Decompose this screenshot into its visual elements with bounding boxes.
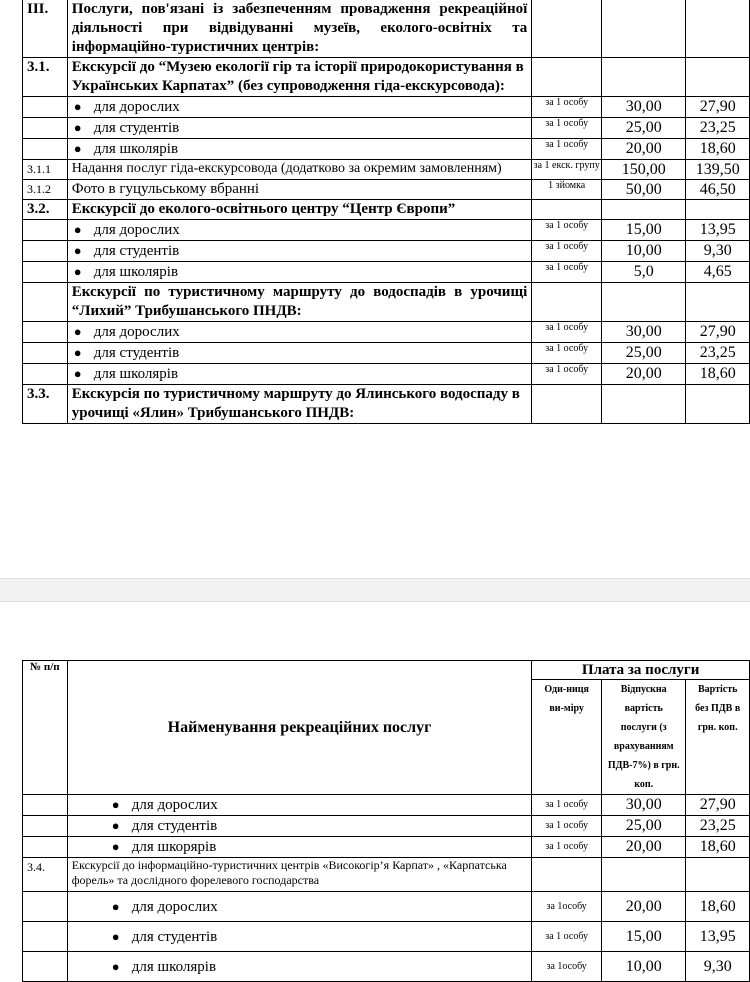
- bullet-icon: ●: [73, 222, 82, 237]
- price-vat-cell: 10,00: [602, 241, 686, 262]
- group-number: 3.1.: [23, 58, 68, 97]
- unit-cell: за 1особу: [532, 892, 602, 922]
- price-vat-cell: 15,00: [602, 922, 686, 952]
- row-label: Фото в гуцульському вбранні: [67, 180, 532, 200]
- table-row: [23, 97, 750, 118]
- price-vat-cell: 10,00: [602, 952, 686, 982]
- price-vat-cell: 20,00: [602, 837, 686, 858]
- bullet-icon: ●: [73, 99, 82, 114]
- row-label: для студентів: [93, 243, 180, 259]
- services-table-page1: [22, 0, 750, 424]
- table-row: [23, 262, 750, 283]
- price-novat-cell: 23,25: [686, 343, 750, 364]
- price-novat-cell: 46,50: [686, 180, 750, 200]
- price-novat-cell: 18,60: [686, 837, 750, 858]
- row-label: Надання послуг гіда-екскурсовода (додатково за окремим замовленням): [67, 160, 532, 180]
- header-unit: Оди-ниця ви-міру: [532, 680, 602, 795]
- price-vat-cell: 20,00: [602, 364, 686, 385]
- unit-cell: 1 зйомка: [532, 180, 602, 200]
- unit-cell: за 1 особу: [532, 922, 602, 952]
- price-vat-cell: 50,00: [602, 180, 686, 200]
- price-vat-cell: 20,00: [602, 139, 686, 160]
- price-vat-cell: 20,00: [602, 892, 686, 922]
- unit-cell: за 1 особу: [532, 97, 602, 118]
- group-number: 3.4.: [23, 858, 68, 892]
- group-row: [23, 385, 750, 424]
- group-number: 3.3.: [23, 385, 68, 424]
- price-novat-cell: 18,60: [686, 892, 750, 922]
- price-novat-cell: 23,25: [686, 816, 750, 837]
- header-price-novat: Вартість без ПДВ в грн. коп.: [686, 680, 750, 795]
- table-row: [23, 837, 750, 858]
- row-label: для школярів: [93, 366, 179, 382]
- row-label: для дорослих: [93, 324, 180, 340]
- services-table-page2: [22, 660, 750, 982]
- price-novat-cell: 13,95: [686, 922, 750, 952]
- group-row: [23, 200, 750, 220]
- price-novat-cell: 13,95: [686, 220, 750, 241]
- price-vat-cell: 150,00: [602, 160, 686, 180]
- bullet-icon: ●: [73, 345, 82, 360]
- bullet-icon: ●: [111, 818, 120, 833]
- bullet-icon: ●: [111, 797, 120, 812]
- bullet-icon: ●: [111, 928, 120, 944]
- price-vat-cell: 25,00: [602, 816, 686, 837]
- unit-cell: за 1 особу: [532, 118, 602, 139]
- group-title: Екскурсія по туристичному маршруту до Ялинського водоспаду в урочищі «Ялин» Трибушанського ПНДВ:: [67, 385, 532, 424]
- table-row: [23, 241, 750, 262]
- price-vat-cell: 15,00: [602, 220, 686, 241]
- table-row: [23, 180, 750, 200]
- price-novat-cell: 18,60: [686, 364, 750, 385]
- table-row: [23, 364, 750, 385]
- price-vat-cell: 30,00: [602, 795, 686, 816]
- row-label: для дорослих: [93, 99, 180, 115]
- unit-cell: за 1 особу: [532, 322, 602, 343]
- header-number: № п/п: [23, 661, 68, 795]
- group-title: Екскурсії до “Музею екології гір та історії природокористування в Українських Карпатах” (без супроводження гіда-екскурсовода):: [67, 58, 532, 97]
- unit-cell: за 1 особу: [532, 220, 602, 241]
- price-novat-cell: 139,50: [686, 160, 750, 180]
- header-price-vat: Відпускна вартість послуги (з врахуванням ПДВ-7%) в грн. коп.: [602, 680, 686, 795]
- row-label: для студентів: [93, 120, 180, 136]
- price-novat-cell: 23,25: [686, 118, 750, 139]
- row-label: для школярів: [93, 141, 179, 157]
- price-novat-cell: 9,30: [686, 952, 750, 982]
- table-row: [23, 160, 750, 180]
- row-label: для студентів: [93, 345, 180, 361]
- section-number: III.: [23, 0, 68, 58]
- group-title: Екскурсії до інформаційно-туристичних центрів «Високогір’я Карпат» , «Карпатська форель» та дослідного форелевого господарства: [67, 858, 532, 892]
- table-row: [23, 952, 750, 982]
- row-label: для дорослих: [131, 898, 218, 915]
- unit-cell: за 1 екск. групу: [532, 160, 602, 180]
- price-novat-cell: 27,90: [686, 795, 750, 816]
- row-label: для шкорярів: [131, 839, 217, 855]
- row-label: для студентів: [131, 818, 218, 834]
- price-novat-cell: 27,90: [686, 322, 750, 343]
- table-row: [23, 795, 750, 816]
- group-row: [23, 58, 750, 97]
- bullet-icon: ●: [73, 366, 82, 381]
- bullet-icon: ●: [111, 839, 120, 854]
- bullet-icon: ●: [73, 243, 82, 258]
- header-name: Найменування рекреаційних послуг: [67, 661, 532, 795]
- group-number: 3.2.: [23, 200, 68, 220]
- table-row: [23, 816, 750, 837]
- price-vat-cell: 30,00: [602, 322, 686, 343]
- unit-cell: за 1 особу: [532, 343, 602, 364]
- price-vat-cell: 25,00: [602, 343, 686, 364]
- unit-cell: за 1особу: [532, 952, 602, 982]
- unit-cell: за 1 особу: [532, 139, 602, 160]
- row-number: 3.1.1: [23, 160, 68, 180]
- page-break: [0, 578, 750, 602]
- row-label: для дорослих: [131, 797, 218, 813]
- group-row: [23, 858, 750, 892]
- table-row: [23, 139, 750, 160]
- unit-cell: за 1 особу: [532, 262, 602, 283]
- price-novat-cell: 27,90: [686, 97, 750, 118]
- bullet-icon: ●: [73, 264, 82, 279]
- price-novat-cell: 18,60: [686, 139, 750, 160]
- group-row: [23, 283, 750, 322]
- header-row: [23, 661, 750, 680]
- bullet-icon: ●: [111, 898, 120, 914]
- price-vat-cell: 25,00: [602, 118, 686, 139]
- price-novat-cell: 4,65: [686, 262, 750, 283]
- section-title: Послуги, пов'язані із забезпеченням провадження рекреаційної діяльності при відвідуванні музеїв, еколого-освітніх та інформаційно-туристичних центрів:: [67, 0, 532, 58]
- bullet-icon: ●: [111, 958, 120, 974]
- bullet-icon: ●: [73, 120, 82, 135]
- unit-cell: за 1 особу: [532, 837, 602, 858]
- group-title: Екскурсії до еколого-освітнього центру “Центр Європи”: [67, 200, 532, 220]
- table-row: [23, 118, 750, 139]
- header-fee: Плата за послуги: [532, 661, 750, 680]
- section-row: [23, 0, 750, 58]
- unit-cell: за 1 особу: [532, 795, 602, 816]
- table-row: [23, 892, 750, 922]
- price-vat-cell: 30,00: [602, 97, 686, 118]
- row-label: для дорослих: [93, 222, 180, 238]
- unit-cell: за 1 особу: [532, 816, 602, 837]
- row-label: для студентів: [131, 928, 218, 945]
- price-vat-cell: 5,0: [602, 262, 686, 283]
- row-label: для школярів: [93, 264, 179, 280]
- price-novat-cell: 9,30: [686, 241, 750, 262]
- bullet-icon: ●: [73, 141, 82, 156]
- table-row: [23, 922, 750, 952]
- unit-cell: за 1 особу: [532, 364, 602, 385]
- table-row: [23, 322, 750, 343]
- row-number: 3.1.2: [23, 180, 68, 200]
- table-row: [23, 343, 750, 364]
- unit-cell: за 1 особу: [532, 241, 602, 262]
- bullet-icon: ●: [73, 324, 82, 339]
- row-label: для школярів: [131, 958, 217, 975]
- group-title: Екскурсії по туристичному маршруту до водоспадів в урочищі “Лихий” Трибушанського ПНДВ:: [67, 283, 532, 322]
- table-row: [23, 220, 750, 241]
